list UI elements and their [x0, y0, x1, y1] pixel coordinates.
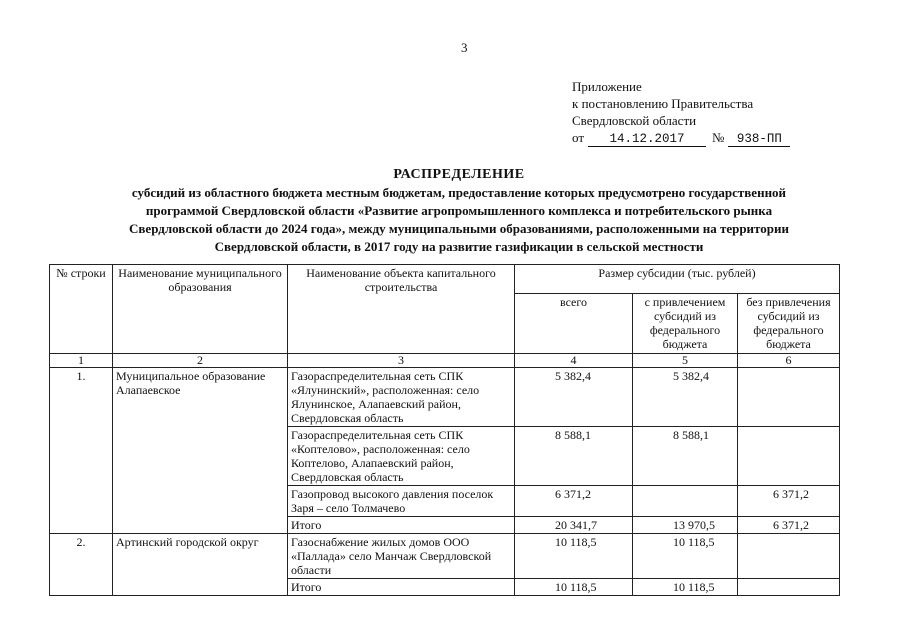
amount-without-federal — [738, 579, 840, 596]
document-subtitle-line: программой Свердловской области «Развитие агропромышленного комплекса и потребительского рынка — [145, 203, 773, 218]
object-name: Газораспределительная сеть СПК «Ялунинский», расположенная: село Ялунинское, Алапаевский район, Свердловская область — [288, 368, 515, 427]
amount-with-federal: 10 118,5 — [633, 579, 738, 596]
approval-line: Приложение — [572, 79, 642, 94]
municipality-name: Артинский городской округ — [113, 534, 288, 596]
municipality-name: Муниципальное образование Алапаевское — [113, 368, 288, 534]
table-row — [50, 534, 840, 579]
approval-block — [572, 78, 790, 147]
header-without-federal: без привлечения субсидий из федерального бюджета — [738, 294, 840, 354]
number-sign: № — [712, 130, 725, 145]
amount-without-federal: 6 371,2 — [738, 486, 840, 517]
object-name: Газоснабжение жилых домов ООО «Паллада» село Манчаж Свердловской области — [288, 534, 515, 579]
subsidy-table — [49, 264, 840, 596]
document-subtitle-line: Свердловской области, в 2017 году на развитие газификации в сельской местности — [214, 239, 704, 254]
amount-with-federal — [633, 486, 738, 517]
column-number-row — [50, 354, 840, 368]
header-with-federal: с привлечением субсидий из федерального бюджета — [633, 294, 738, 354]
object-name: Газопровод высокого давления поселок Заря – село Толмачево — [288, 486, 515, 517]
amount-total: 20 341,7 — [515, 517, 633, 534]
amount-with-federal: 13 970,5 — [633, 517, 738, 534]
header-object: Наименование объекта капитального строительства — [288, 265, 515, 354]
object-name: Газораспределительная сеть СПК «Коптелово», расположенная: село Коптелово, Алапаевский район, Свердловская область — [288, 427, 515, 486]
header-total: всего — [515, 294, 633, 354]
amount-without-federal — [738, 427, 840, 486]
date-prefix: от — [572, 130, 585, 145]
row-number: 2. — [50, 534, 113, 596]
header-municipality: Наименование муниципального образования — [113, 265, 288, 354]
document-heading — [40, 166, 878, 256]
approval-number: 938-ПП — [728, 132, 790, 147]
column-number: 3 — [288, 354, 515, 368]
amount-without-federal — [738, 368, 840, 427]
amount-without-federal — [738, 534, 840, 579]
document-subtitle-line: субсидий из областного бюджета местным бюджетам, предоставление которых предусмотрено государственной — [131, 185, 787, 200]
subtotal-label: Итого — [288, 579, 515, 596]
amount-total: 8 588,1 — [515, 427, 633, 486]
column-number: 2 — [113, 354, 288, 368]
column-number: 1 — [50, 354, 113, 368]
column-number: 6 — [738, 354, 840, 368]
column-number: 4 — [515, 354, 633, 368]
document-subtitle-line: Свердловской области до 2024 года», между муниципальными образованиями, расположенными на территории — [129, 221, 789, 236]
header-subsidy: Размер субсидии (тыс. рублей) — [515, 265, 840, 294]
amount-with-federal: 10 118,5 — [633, 534, 738, 579]
approval-date: 14.12.2017 — [588, 132, 706, 147]
amount-with-federal: 5 382,4 — [633, 368, 738, 427]
row-number: 1. — [50, 368, 113, 534]
page-number: 3 — [461, 40, 468, 55]
amount-with-federal: 8 588,1 — [633, 427, 738, 486]
header-row-no: № строки — [50, 265, 113, 354]
approval-line: Свердловской области — [572, 113, 697, 128]
amount-total: 10 118,5 — [515, 534, 633, 579]
amount-total: 10 118,5 — [515, 579, 633, 596]
amount-total: 5 382,4 — [515, 368, 633, 427]
column-number: 5 — [633, 354, 738, 368]
amount-without-federal: 6 371,2 — [738, 517, 840, 534]
approval-date-line — [572, 129, 790, 147]
amount-total: 6 371,2 — [515, 486, 633, 517]
table-row — [50, 368, 840, 427]
approval-line: к постановлению Правительства — [572, 96, 754, 111]
document-title: РАСПРЕДЕЛЕНИЕ — [393, 167, 525, 182]
subtotal-label: Итого — [288, 517, 515, 534]
